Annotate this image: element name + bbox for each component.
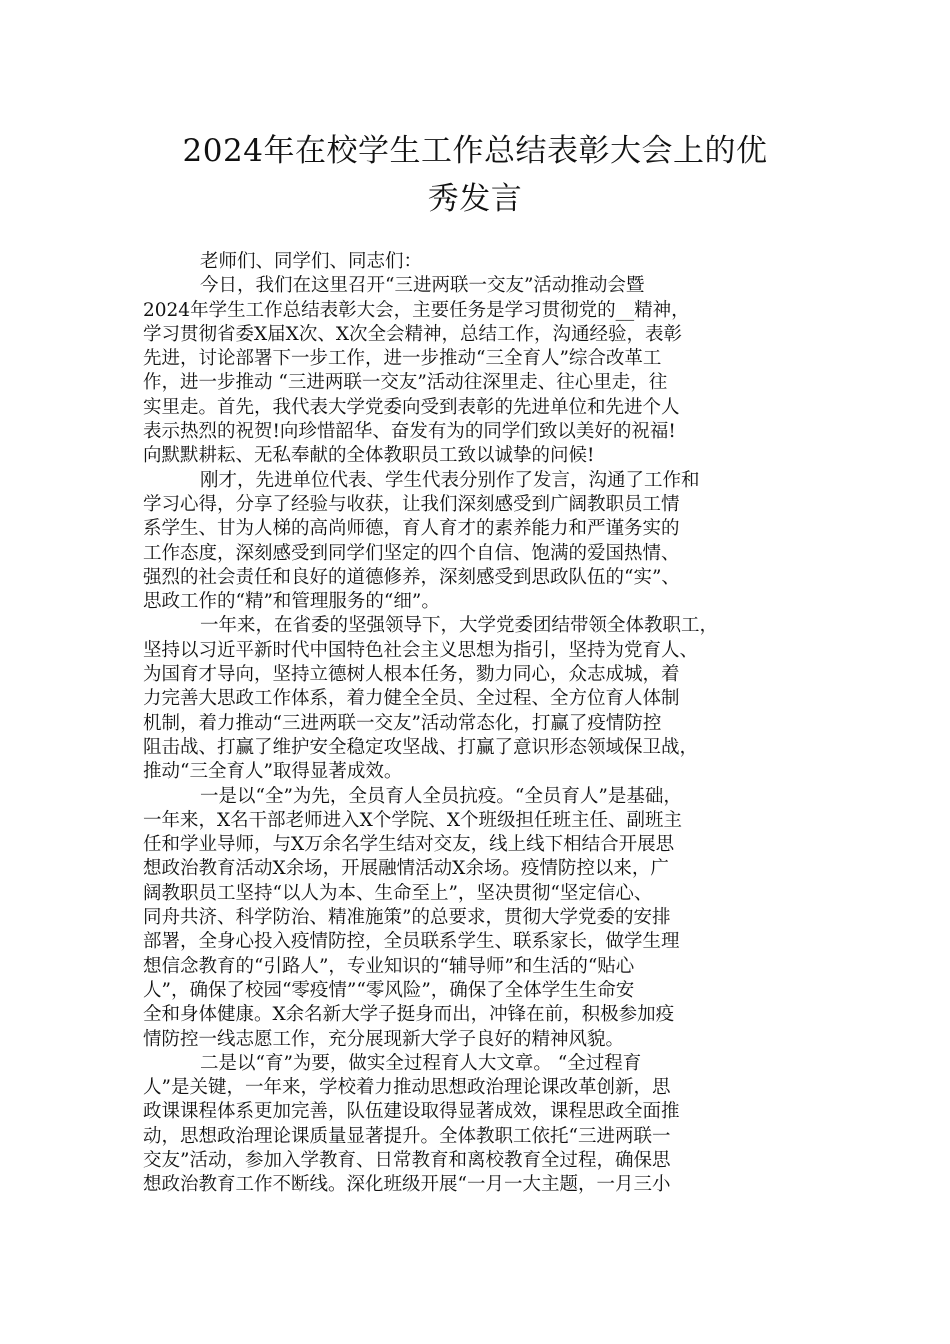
- body-line: 向默默耕耘、无私奉献的全体教职员工致以诚挚的问候!: [143, 445, 595, 467]
- body-line: 学习心得，分享了经验与收获，让我们深刻感受到广阔教职员工情: [143, 493, 680, 515]
- body-line: 先进，讨论部署下一步工作，进一步推动“三全育人”综合改革工: [143, 348, 662, 370]
- body-line: 二是以“育”为要，做实全过程育人大文章。 “全过程育: [200, 1052, 642, 1074]
- body-line: 政课课程体系更加完善，队伍建设取得显著成效，课程思政全面推: [143, 1101, 680, 1123]
- body-line: 一年来，在省委的坚强领导下，大学党委团结带领全体教职工，: [200, 615, 719, 637]
- body-line: 表示热烈的祝贺!向珍惜韶华、奋发有为的同学们致以美好的祝福!: [143, 421, 676, 443]
- body-line: 人”，确保了校园“零疫情”“零风险”，确保了全体学生生命安: [143, 979, 635, 1001]
- body-line: 强烈的社会责任和良好的道德修养，深刻感受到思政队伍的“实”、: [143, 566, 680, 588]
- body-line: 系学生、甘为人梯的高尚师德，育人育才的素养能力和严谨务实的: [143, 518, 680, 540]
- body-line: 想信念教育的“引路人”，专业知识的“辅导师”和生活的“贴心: [143, 955, 635, 977]
- body-line: 部署，全身心投入疫情防控，全员联系学生、联系家长，做学生理: [143, 931, 680, 953]
- body-line: 全和身体健康。X余名新大学子挺身而出，冲锋在前，积极参加疫: [143, 1004, 675, 1026]
- body-line: 学习贯彻省委X届X次、X次全会精神，总结工作，沟通经验，表彰: [143, 323, 683, 345]
- body-line: 老师们、同学们、同志们：: [200, 251, 423, 272]
- body-line: 人”是关键，一年来，学校着力推动思想政治理论课改革创新，思: [143, 1077, 671, 1099]
- body-line: 今日，我们在这里召开“三进两联一交友”活动推动会暨: [200, 275, 645, 297]
- body-line: 为国育才导向，坚持立德树人根本任务，勠力同心，众志成城，着: [143, 664, 680, 686]
- body-line: 工作态度，深刻感受到同学们坚定的四个自信、饱满的爱国热情、: [143, 542, 680, 564]
- body-line: 实里走。首先，我代表大学党委向受到表彰的先进单位和先进个人: [143, 396, 680, 418]
- body-line: 动，思想政治理论课质量显著提升。全体教职工依托“三进两联一: [143, 1125, 671, 1147]
- body-line: 想政治教育活动X余场，开展融情活动X余场。疫情防控以来，广: [143, 858, 669, 880]
- body-line: 一年来，X名干部老师进入X个学院、X个班级担任班主任、副班主: [143, 809, 683, 831]
- body-line: 阻击战、打赢了维护安全稳定攻坚战、打赢了意识形态领域保卫战，: [143, 736, 699, 758]
- body-line: 力完善大思政工作体系，着力健全全员、全过程、全方位育人体制: [143, 688, 680, 710]
- body-line: 推动“三全育人”取得显著成效。: [143, 761, 403, 783]
- body-line: 思政工作的“精”和管理服务的“细”。: [143, 591, 440, 613]
- body-line: 情防控一线志愿工作，充分展现新大学子良好的精神风貌。: [143, 1028, 625, 1050]
- body-line: 一是以“全”为先，全员育人全员抗疫。“全员育人”是基础，: [200, 785, 682, 807]
- body-line: 2024年学生工作总结表彰大会，主要任务是学习贯彻党的__精神，: [143, 299, 690, 321]
- title-line-2: 秀发言: [427, 181, 523, 217]
- body-line: 阔教职员工坚持“以人为本、生命至上”，坚决贯彻“坚定信心、: [143, 882, 653, 904]
- body-line: 交友”活动，参加入学教育、日常教育和离校教育全过程，确保思: [143, 1149, 671, 1171]
- document-title: [130, 127, 820, 223]
- body-line: 想政治教育工作不断线。深化班级开展“一月一大主题，一月三小: [143, 1174, 671, 1196]
- body-line: 任和学业导师，与X万余名学生结对交友，线上线下相结合开展思: [143, 834, 675, 856]
- body-line: 同舟共济、科学防治、精准施策”的总要求，贯彻大学党委的安排: [143, 907, 671, 929]
- title-line-1: 2024年在校学生工作总结表彰大会上的优: [182, 133, 768, 169]
- body-line: 刚才，先进单位代表、学生代表分别作了发言，沟通了工作和: [200, 469, 700, 491]
- body-line: 坚持以习近平新时代中国特色社会主义思想为指引，坚持为党育人、: [143, 639, 699, 661]
- document-body: [143, 250, 823, 1198]
- body-line: 机制，着力推动“三进两联一交友”活动常态化，打赢了疫情防控: [143, 712, 662, 734]
- body-line: 作，进一步推动 “三进两联一交友”活动往深里走、往心里走，往: [143, 372, 668, 394]
